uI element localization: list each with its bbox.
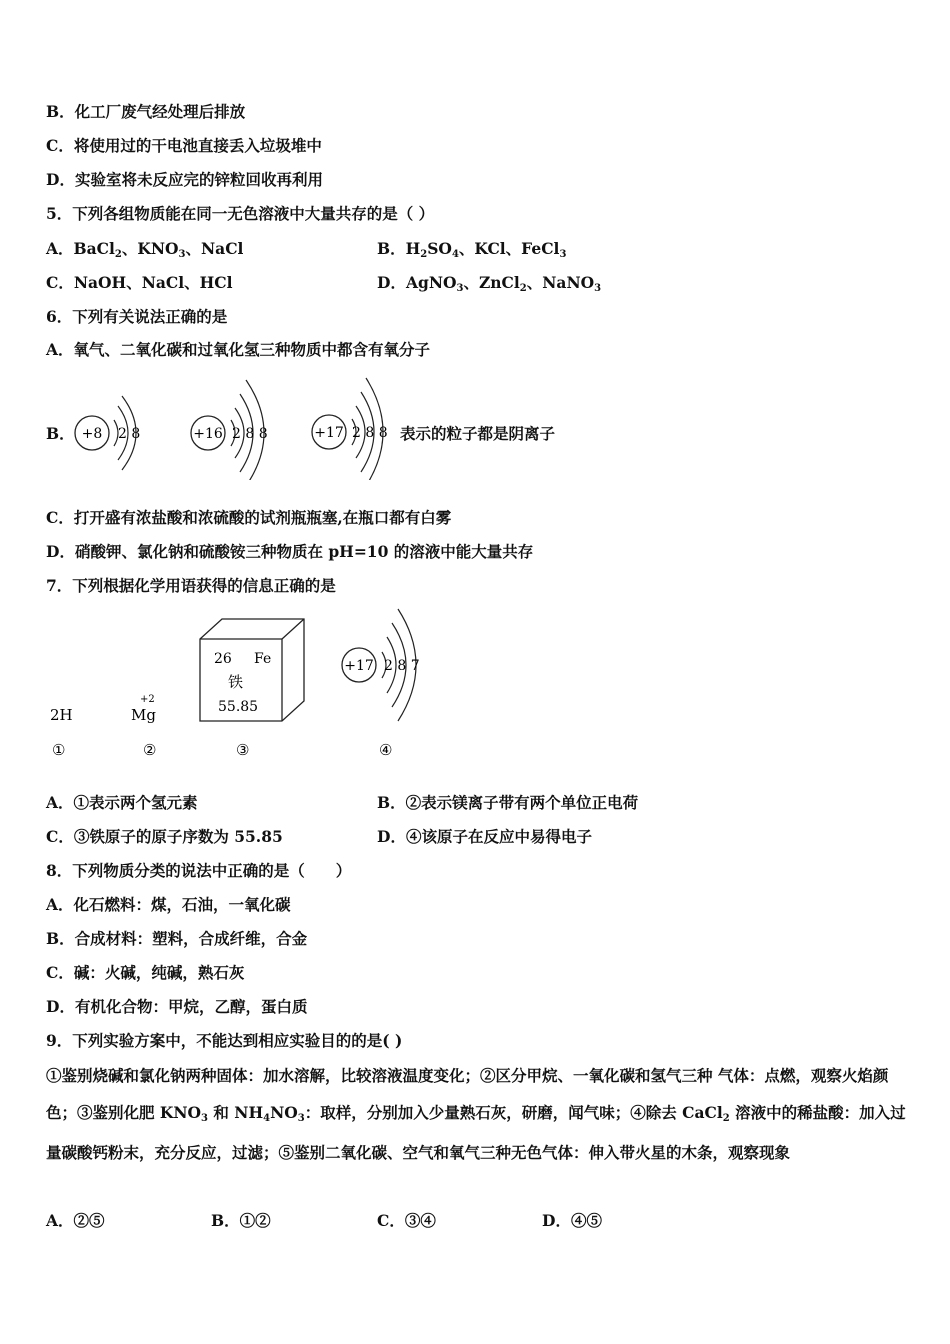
- atom-structure-oxygen: [75, 396, 140, 470]
- q7-option-c: C．③铁原子的原子序数为 55.85: [46, 827, 283, 846]
- q4-option-d: D．实验室将未反应完的锌粒回收再利用: [46, 170, 323, 189]
- nucleus-charge-label: +8: [81, 426, 103, 442]
- label-2: ②: [143, 741, 157, 759]
- label-3: ③: [236, 741, 250, 759]
- q9-option-d: D．④⑤: [542, 1211, 602, 1230]
- q5-option-b: B．H2SO4、KCl、FeCl3: [377, 239, 567, 260]
- element-symbol: Fe: [254, 651, 272, 667]
- q8-option-a: A．化石燃料：煤，石油，一氧化碳: [46, 895, 291, 914]
- q4-option-b: B．化工厂废气经处理后排放: [46, 102, 246, 121]
- nucleus-charge-label: +17: [344, 658, 374, 674]
- symbol-mg: Mg: [131, 706, 156, 724]
- q6-option-a: A．氧气、二氧化碳和过氧化氢三种物质中都含有氧分子: [46, 340, 431, 359]
- valence-plus-2: +2: [140, 694, 155, 705]
- q6-option-d: D．硝酸钾、氯化钠和硫酸铵三种物质在 pH=10 的溶液中能大量共存: [46, 542, 534, 561]
- electron-shells-label: 2 8 7: [384, 658, 420, 674]
- q8-option-c: C．碱：火碱，纯碱，熟石灰: [46, 963, 245, 982]
- atom-structure-sulfur: [191, 380, 268, 480]
- label-1: ①: [52, 741, 66, 759]
- q5-option-d: D．AgNO3、ZnCl2、NaNO3: [377, 273, 602, 294]
- label-4: ④: [379, 741, 393, 759]
- q5-stem: 5．下列各组物质能在同一无色溶液中大量共存的是（ ）: [46, 204, 435, 223]
- q6-option-b-label: B．: [46, 424, 75, 443]
- q7-option-b: B．②表示镁离子带有两个单位正电荷: [377, 793, 639, 812]
- q9-option-a: A．②⑤: [46, 1211, 105, 1230]
- q9-option-b: B．①②: [211, 1211, 271, 1230]
- q4-option-c: C．将使用过的干电池直接丢入垃圾堆中: [46, 136, 322, 155]
- q7-option-a: A．①表示两个氢元素: [46, 793, 198, 812]
- q5-option-a: A．BaCl2、KNO3、NaCl: [46, 239, 244, 260]
- q6-option-c: C．打开盛有浓盐酸和浓硫酸的试剂瓶瓶塞,在瓶口都有白雾: [46, 508, 452, 527]
- q8-stem: 8．下列物质分类的说法中正确的是（ ）: [46, 861, 352, 880]
- q7-figure: [0, 605, 950, 765]
- atomic-mass: 55.85: [218, 699, 259, 715]
- nucleus-charge-label: +16: [193, 426, 223, 442]
- q8-option-b: B．合成材料：塑料，合成纤维，合金: [46, 929, 308, 948]
- q9-option-c: C．③④: [377, 1211, 436, 1230]
- atom-structure-chlorine: [312, 378, 388, 480]
- symbol-2h: 2H: [50, 706, 73, 724]
- q9-stem: 9．下列实验方案中，不能达到相应实验目的的是( ): [46, 1031, 403, 1050]
- q5-option-c: C．NaOH、NaCl、HCl: [46, 273, 233, 292]
- q6-stem: 6．下列有关说法正确的是: [46, 307, 228, 326]
- q9-statements: ①鉴别烧碱和氯化钠两种固体：加水溶解，比较溶液温度变化；②区分甲烷、一氧化碳和氢气三种 气体：点燃，观察火焰颜色；③鉴别化肥 KNO3 和 NH4NO3：取样，分别加入少量熟石灰，研磨，闻气味；④除去 CaCl2 溶液中的稀盐酸：加入过量碳酸钙粉末，充分反应，过滤；⑤鉴别二氧化碳、空气和氧气三种无色气体：伸入带火星的木条，观察现象: [46, 1066, 906, 1162]
- electron-shells-label: 2 8: [118, 426, 141, 442]
- atomic-number: 26: [214, 651, 232, 667]
- atom-structure-chlorine-atom: [342, 609, 420, 721]
- periodic-table-cell-iron: [200, 619, 304, 721]
- q7-stem: 7．下列根据化学用语获得的信息正确的是: [46, 576, 336, 595]
- element-name: 铁: [228, 673, 244, 691]
- nucleus-charge-label: +17: [314, 425, 344, 441]
- q6-option-b-text: 表示的粒子都是阴离子: [400, 424, 556, 443]
- electron-shells-label: 2 8 8: [232, 426, 268, 442]
- q7-option-d: D．④该原子在反应中易得电子: [377, 827, 592, 846]
- electron-shells-label: 2 8 8: [352, 425, 388, 441]
- q8-option-d: D．有机化合物：甲烷，乙醇，蛋白质: [46, 997, 308, 1016]
